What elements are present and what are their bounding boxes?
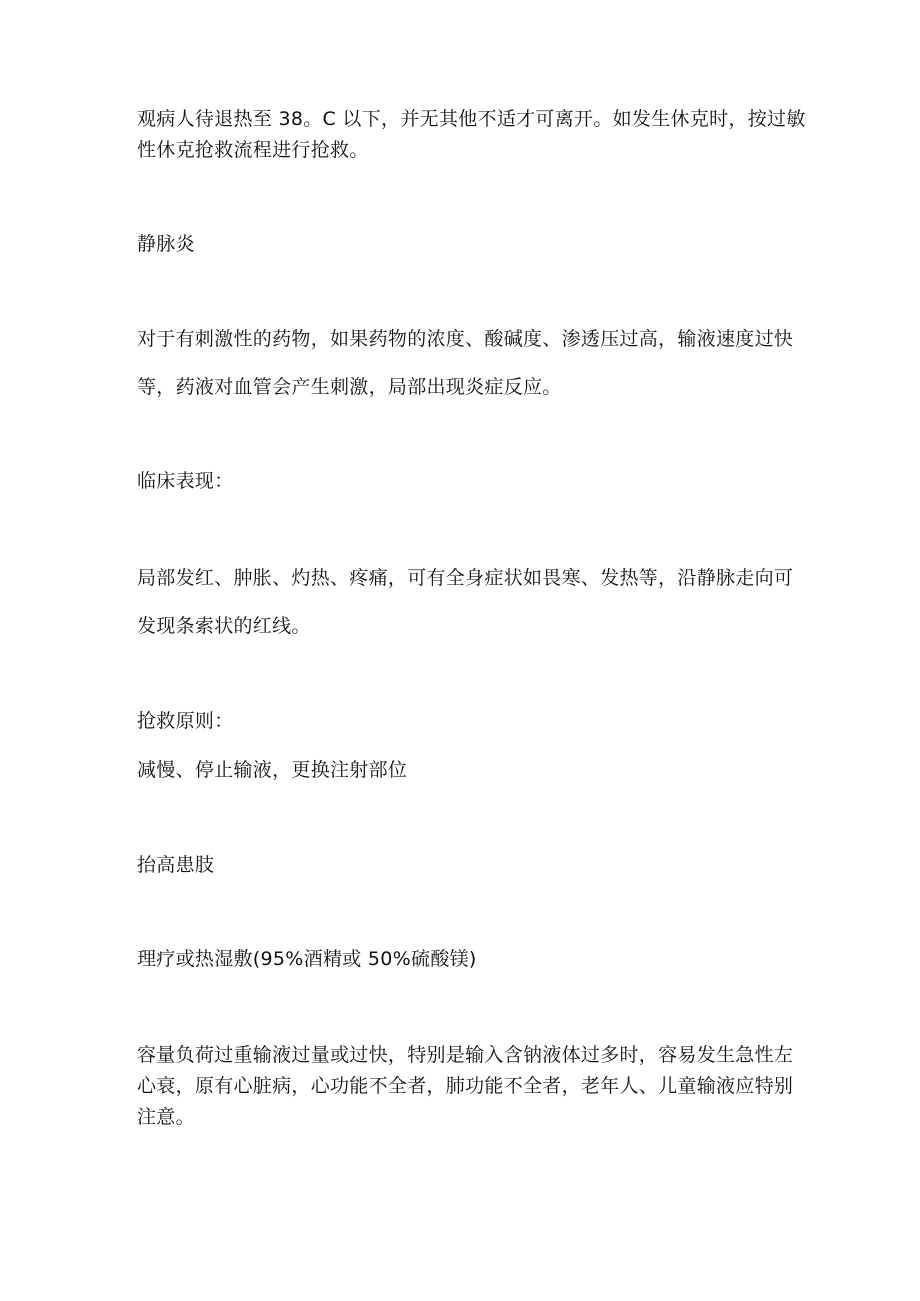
paragraph-volume-overload xyxy=(137,1040,794,1132)
heading-line: 抢救原则： xyxy=(137,710,234,732)
list-item-line: 理疗或热湿敷(95%酒精或 50%硫酸镁) xyxy=(137,948,477,970)
heading-phlebitis xyxy=(137,229,777,259)
paragraph-line: 局部发红、肿胀、灼热、疼痛，可有全身症状如畏寒、发热等，沿静脉走向可 xyxy=(137,567,794,589)
list-item-slow-stop-infusion xyxy=(137,755,777,785)
paragraph-line: 观病人待退热至 38。C 以下，并无其他不适才可离开。如发生休克时，按过敏 xyxy=(137,108,806,130)
heading-line: 临床表现： xyxy=(137,470,234,492)
list-item-physiotherapy xyxy=(137,944,777,974)
paragraph-line: 容量负荷过重输液过量或过快，特别是输入含钠液体过多时，容易发生急性左 xyxy=(137,1044,794,1066)
paragraph-phlebitis-cause xyxy=(137,324,794,402)
paragraph-symptoms xyxy=(137,563,794,641)
paragraph-line: 心衰，原有心脏病，心功能不全者，肺功能不全者，老年人、儿童输液应特别 xyxy=(137,1075,794,1097)
paragraph-line: 等，药液对血管会产生刺激，局部出现炎症反应。 xyxy=(137,376,562,398)
list-item-elevate-limb xyxy=(137,850,777,880)
list-item-line: 减慢、停止输液，更换注射部位 xyxy=(137,759,408,781)
list-item-line: 抬高患肢 xyxy=(137,854,215,876)
paragraph-line: 发现条索状的红线。 xyxy=(137,615,311,637)
heading-rescue-principles xyxy=(137,706,777,736)
paragraph-line: 对于有刺激性的药物，如果药物的浓度、酸碱度、渗透压过高，输液速度过快 xyxy=(137,328,794,350)
paragraph-line: 性休克抢救流程进行抢救。 xyxy=(137,139,369,161)
heading-line: 静脉炎 xyxy=(137,233,195,255)
paragraph-line: 注意。 xyxy=(137,1106,195,1128)
heading-clinical-manifestation xyxy=(137,466,777,496)
paragraph-fever-shock xyxy=(137,104,806,165)
